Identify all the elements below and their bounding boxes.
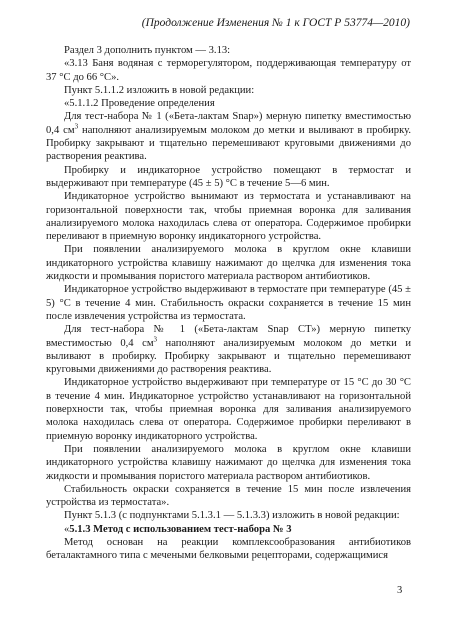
paragraph: При появлении анализируемого молока в круглом окне клавиши индикаторного устройства клавишу нажимают до щелчка для изменения тока жидкости и промывания пористого материала раствором антибиотиков. bbox=[46, 244, 411, 283]
paragraph-text: наполняют анализируемым молоком до метки и выливают в пробирку. Пробирку закрывают и тщательно перемешивают круговыми движениями до растворения реактива. bbox=[46, 124, 411, 163]
paragraph: Пробирку и индикаторное устройство помещают в термостат и выдерживают при температуре (45 ± 5) °С в течение 5—6 мин. bbox=[46, 164, 411, 189]
paragraph-text: Для тест-набора № 1 («Бета-лактам Snap СТ») мерную пипетку вместимостью 0,4 см bbox=[46, 324, 411, 349]
bold-heading: 5.1.3 Метод с использованием тест-набора № 3 bbox=[69, 523, 292, 535]
paragraph: Метод основан на реакции комплексообразования антибиотиков беталактамного типа с мечеными белковыми рецепторами, содержащимися bbox=[46, 536, 411, 562]
paragraph: Раздел 3 дополнить пунктом — 3.13: bbox=[64, 45, 231, 56]
document-body bbox=[46, 44, 411, 563]
section-heading bbox=[46, 523, 411, 536]
paragraph-text: Для тест-набора № 1 («Бета-лактам Snap») мерную пипетку вместимостью 0,4 см bbox=[46, 111, 411, 136]
paragraph-text: « bbox=[64, 523, 70, 535]
paragraph: «3.13 Баня водяная с терморегулятором, поддерживающая температуру от 37 °С до 66 °С». bbox=[46, 58, 411, 83]
running-header: (Продолжение Изменения № 1 к ГОСТ Р 53774—2010) bbox=[141, 17, 410, 29]
paragraph-text: наполняют анализируемым молоком до метки и выливают в пробирку. Пробирку закрывают и тщательно перемешивают круговыми движениями до растворения реактива. bbox=[46, 337, 412, 376]
superscript: 3 bbox=[74, 122, 79, 131]
paragraph: При появлении анализируемого молока в круглом окне клавиши индикаторного устройства клавишу нажимают до щелчка для изменения тока жидкости и промывания пористого материала раствором антибиотиков. bbox=[46, 443, 411, 482]
paragraph bbox=[46, 323, 411, 376]
paragraph: Индикаторное устройство выдерживают в термостате при температуре (45 ± 5) °С в течение 4 мин. Стабильность окраски сохраняется в течение 15 мин после извлечения устройства из термостата. bbox=[46, 284, 411, 322]
paragraph: «5.1.1.2 Проведение определения bbox=[64, 98, 215, 110]
superscript: 3 bbox=[153, 335, 158, 343]
paragraph bbox=[46, 110, 411, 163]
page-number: 3 bbox=[397, 585, 403, 596]
paragraph: Пункт 5.1.3 (с подпунктами 5.1.3.1 — 5.1.3.3) изложить в новой редакции: bbox=[64, 510, 400, 522]
paragraph: Индикаторное устройство выдерживают при температуре от 15 °С до 30 °С в течение 4 мин. Индикаторное устройство устанавливают на горизонтальной поверхности так, чтобы приемная воронка для заливания анализируемого молока находилась слева от оператора. Содержимое пробирки переливают в приемную воронку индикаторного устройства. bbox=[46, 377, 411, 442]
paragraph: Индикаторное устройство вынимают из термостата и устанавливают на горизонтальной поверхности так, чтобы приемная воронка для заливания анализируемого молока находилась слева от оператора. Содержимое пробирки переливают в приемную воронку индикаторного устройства. bbox=[46, 191, 411, 243]
paragraph: Стабильность окраски сохраняется в течение 15 мин после извлечения устройства из термостата». bbox=[46, 483, 411, 509]
paragraph: Пункт 5.1.1.2 изложить в новой редакции: bbox=[64, 84, 255, 96]
